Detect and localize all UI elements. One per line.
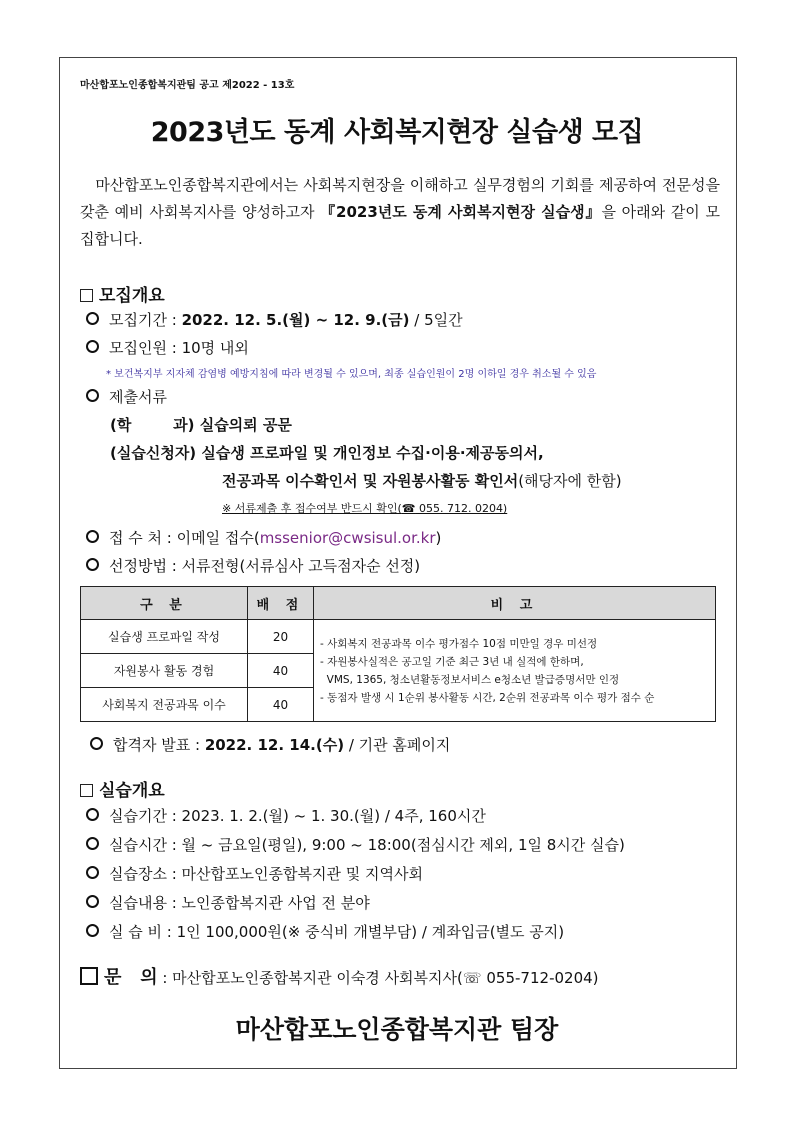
circle-bullet-icon <box>86 340 99 353</box>
footer-signature: 마산합포노인종합복지관 팀장 <box>235 1015 559 1044</box>
docs-dept: (학 과) 실습의뢰 공문 <box>110 416 292 434</box>
table-cell-category: 자원봉사 활동 경험 <box>81 654 248 688</box>
practice-item: 실습시간 : 월 ~ 금요일(평일), 9:00 ~ 18:00(점심시간 제외, 1일 8시간 실습) <box>86 834 625 855</box>
table-cell-score: 40 <box>248 688 314 722</box>
section-heading-recruit: 모집개요 <box>80 281 165 306</box>
receipt: 접 수 처 : 이메일 접수(mssenior@cwsisul.or.kr) <box>86 527 441 548</box>
circle-bullet-icon <box>86 837 99 850</box>
phone-icon: ☎ <box>401 502 416 515</box>
checkbox-square-icon <box>80 289 93 302</box>
inquiry <box>80 963 599 989</box>
intro-bold: 『2023년도 동계 사회복지현장 실습생』 <box>320 203 602 221</box>
docs-applicant-1: (실습신청자) 실습생 프로파일 및 개인정보 수집·이용·제공동의서, <box>110 444 544 462</box>
table-header: 구 분 <box>81 587 248 620</box>
table-cell-category: 실습생 프로파일 작성 <box>81 620 248 654</box>
page-title: 2023년도 동계 사회복지현장 실습생 모집 <box>150 117 644 148</box>
practice-item: 실습내용 : 노인종합복지관 사업 전 분야 <box>86 892 370 913</box>
criteria-table <box>80 586 716 722</box>
practice-item: 실습기간 : 2023. 1. 2.(월) ~ 1. 30.(월) / 4주, 160시간 <box>86 805 486 826</box>
table-row <box>81 620 716 654</box>
circle-bullet-icon <box>86 895 99 908</box>
circle-bullet-icon <box>86 558 99 571</box>
recruit-count: 모집인원 : 10명 내외 <box>86 337 249 358</box>
circle-bullet-icon <box>86 866 99 879</box>
practice-item: 실 습 비 : 1인 100,000원(※ 중식비 개별부담) / 계좌입금(별도 공지) <box>86 921 564 942</box>
circle-bullet-icon <box>86 312 99 325</box>
intro-text-1: 마산합포노인종합복지관에서는 사회복지현장을 이해하고 실무경험의 기회를 제공하여 전문성을 갖춘 예비 사회복지사를 양성하고자 <box>80 176 721 221</box>
covid-note: * 보건복지부 지자체 감염병 예방지침에 따라 변경될 수 있으며, 최종 실습인원이 2명 이하일 경우 취소될 수 있음 <box>106 369 597 380</box>
notice-number: 마산합포노인종합복지관팀 공고 제2022 - 13호 <box>80 80 295 91</box>
circle-bullet-icon <box>90 737 103 750</box>
checkbox-square-icon <box>80 784 93 797</box>
checkbox-square-icon <box>80 967 98 985</box>
inquiry-label: 문 의 <box>104 967 158 988</box>
circle-bullet-icon <box>86 389 99 402</box>
circle-bullet-icon <box>86 924 99 937</box>
docs-note: ※ 서류제출 후 접수여부 반드시 확인(☎ 055. 712. 0204) <box>222 502 508 515</box>
intro-text-2: 을 아래와 같이 모집합니다. <box>80 203 720 248</box>
receipt-email-link[interactable]: mssenior@cwsisul.or.kr <box>259 529 436 547</box>
section-heading-practice: 실습개요 <box>80 776 165 801</box>
recruit-period: 모집기간 : 2022. 12. 5.(월) ~ 12. 9.(금) / 5일간 <box>86 309 463 330</box>
circle-bullet-icon <box>86 808 99 821</box>
docs-applicant-2: 전공과목 이수확인서 및 자원봉사활동 확인서(해당자에 한함) <box>222 472 622 490</box>
inquiry-contact: : 마산합포노인종합복지관 이숙경 사회복지사(☏ 055-712-0204) <box>157 969 599 987</box>
practice-item: 실습장소 : 마산합포노인종합복지관 및 지역사회 <box>86 863 423 884</box>
docs-heading: 제출서류 <box>86 386 167 407</box>
table-cell-remarks: - 사회복지 전공과목 이수 평가점수 10점 미만일 경우 미선정 - 자원봉사실적은 공고일 기준 최근 3년 내 실적에 한하며, VMS, 1365, 청소년활동정보서비스 e청소년 발급증명서만 인정 - 동점자 발생 시 1순위 봉사활동 시간, 2순위 전공과목 이수 평가 점수 순 <box>314 620 716 722</box>
table-cell-score: 20 <box>248 620 314 654</box>
table-cell-score: 40 <box>248 654 314 688</box>
table-header: 배 점 <box>248 587 314 620</box>
circle-bullet-icon <box>86 530 99 543</box>
intro-paragraph <box>80 172 720 253</box>
selection-method: 선정방법 : 서류전형(서류심사 고득점자순 선정) <box>86 555 420 576</box>
announcement: 합격자 발표 : 2022. 12. 14.(수) / 기관 홈페이지 <box>90 734 450 755</box>
table-header: 비 고 <box>314 587 716 620</box>
table-header-row <box>81 587 716 620</box>
table-cell-category: 사회복지 전공과목 이수 <box>81 688 248 722</box>
